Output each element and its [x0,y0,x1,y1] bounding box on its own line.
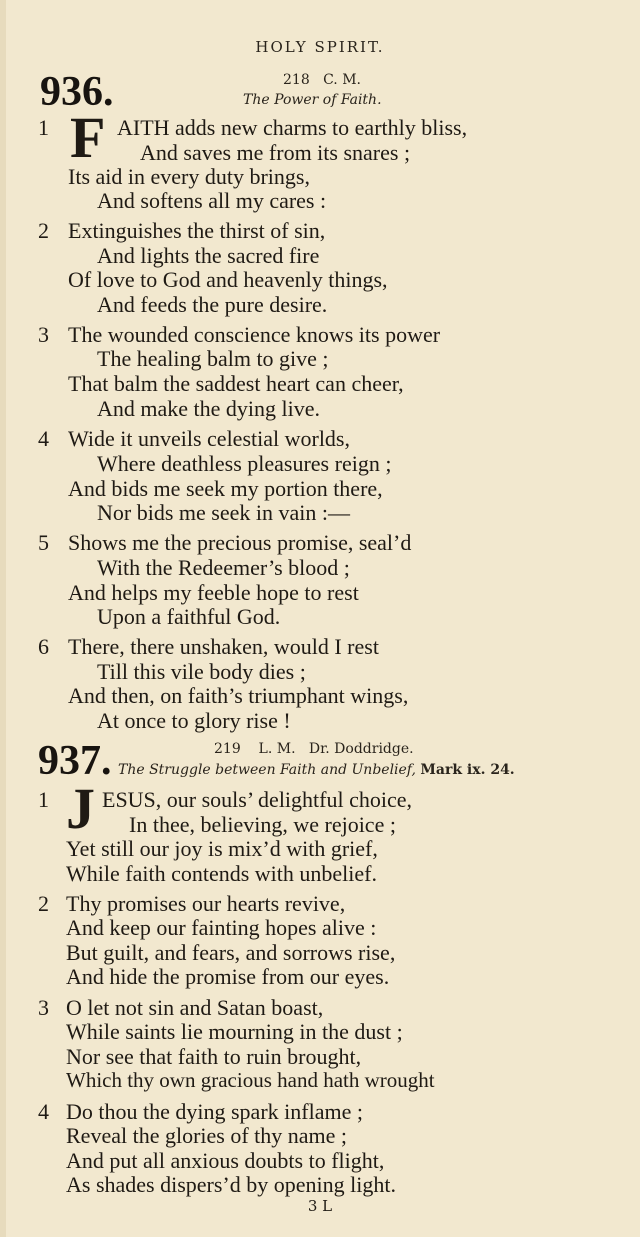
verse-text: And feeds the pure desire. [97,292,328,317]
verse-text: In thee, believing, we rejoice ; [129,812,396,837]
verse-text: While saints lie mourning in the dust ; [66,1019,403,1044]
verse-text: Extinguishes the thirst of sin, [68,218,326,243]
verse-number: 5 [38,530,49,555]
verse-number: 4 [38,1099,49,1124]
verse-text: Upon a faithful God. [97,604,281,629]
verse-text: Reveal the glories of thy name ; [66,1123,348,1148]
verse-text: Where deathless pleasures reign ; [97,451,392,476]
verse-text: Yet still our joy is mix’d with grief, [66,836,378,861]
drop-cap: J [66,776,95,841]
verse-number: 1 [38,787,49,812]
hymn-title: The Struggle between Faith and Unbelief, [118,762,416,778]
verse-text: With the Redeemer’s blood ; [97,555,350,580]
verse-text: And put all anxious doubts to flight, [66,1148,385,1173]
meter: C. M. [323,72,361,88]
verse-number: 1 [38,115,49,140]
scripture-reference: Mark ix. 24. [420,762,515,778]
verse-text: Which thy own gracious hand hath wrought [66,1068,435,1092]
tune-number: 218 [283,72,310,88]
verse-text: Do thou the dying spark inflame ; [66,1099,363,1124]
verse-text: Nor bids me seek in vain :— [97,500,350,525]
verse-number: 3 [38,322,49,347]
verse-text: And bids me seek my portion there, [68,476,383,501]
verse-text: The healing balm to give ; [97,346,329,371]
verse-text: And softens all my cares : [97,188,327,213]
verse-text: Thy promises our hearts revive, [66,891,346,916]
hymn-author: Dr. Doddridge. [308,741,414,757]
verse-text: And hide the promise from our eyes. [66,964,390,989]
verse-text: Nor see that faith to ruin brought, [66,1044,362,1069]
verse-text: And keep our fainting hopes alive : [66,915,377,940]
verse-text: There, there unshaken, would I rest [68,634,379,659]
verse-number: 6 [38,634,49,659]
verse-text: And saves me from its snares ; [140,140,411,165]
signature-mark: 3 L [307,1197,333,1215]
hymn-tune-line [283,72,361,88]
verse-text: And lights the sacred fire [97,243,320,268]
verse-text: And helps my feeble hope to rest [68,580,359,605]
verse-text: But guilt, and fears, and sorrows rise, [66,940,396,965]
hymn-title-line [118,762,515,778]
verse-text: That balm the saddest heart can cheer, [68,371,404,396]
verse-text: And then, on faith’s triumphant wings, [68,683,409,708]
verse-text: Shows me the precious promise, seal’d [68,530,412,555]
tune-number: 219 [214,741,241,757]
verse-text: The wounded conscience knows its power [68,322,441,347]
hymn-number: 936. [40,69,114,115]
drop-cap: F [70,105,106,170]
verse-number: 3 [38,995,49,1020]
verse-number: 2 [38,218,49,243]
verse-number: 2 [38,891,49,916]
verse-text: Wide it unveils celestial worlds, [68,426,350,451]
page-header: HOLY SPIRIT. [255,38,385,56]
verse-text: Of love to God and heavenly things, [68,267,388,292]
verse-text: As shades dispers’d by opening light. [66,1172,396,1197]
verse-number: 4 [38,426,49,451]
verse-text: Its aid in every duty brings, [68,164,310,189]
verse-text: While faith contends with unbelief. [66,861,377,886]
meter: L. M. [258,741,296,757]
page-edge-shadow [0,0,6,1237]
verse-text: At once to glory rise ! [97,708,291,733]
verse-text: Till this vile body dies ; [97,659,306,684]
hymn-number: 937. [38,738,112,784]
verse-text: ESUS, our souls’ delightful choice, [102,787,412,812]
hymn-tune-line [214,741,414,757]
verse-text: And make the dying live. [97,396,321,421]
verse-text: AITH adds new charms to earthly bliss, [117,115,468,140]
hymn-title: The Power of Faith. [243,92,382,108]
verse-text: O let not sin and Satan boast, [66,995,324,1020]
